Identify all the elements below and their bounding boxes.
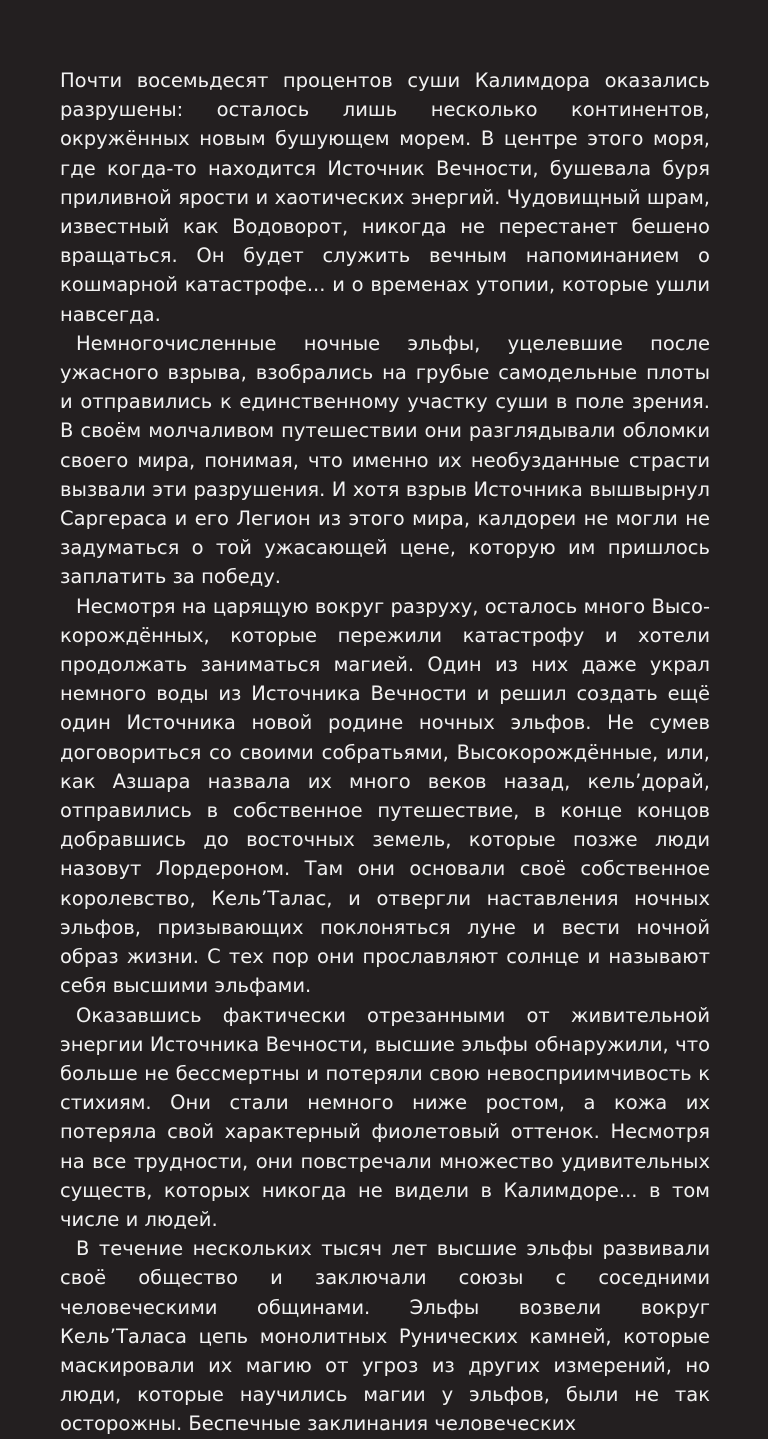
paragraph-2: Немногочисленные ночные эльфы, уцелевшие после ужасного взрыва, взобрались на грубые самодельные плоты и отправились к единственному участку суши в поле зрения. В своём молчаливом путешествии они разглядывали обломки своего мира, понимая, что именно их необузданные страсти вызвали эти разрушения. И хотя взрыв Источника вышвырнул Саргераса и его Легион из этого мира, калдореи не могли не задуматься о той ужасающей цене, которую им пришлось заплатить за победу. bbox=[60, 331, 710, 589]
paragraph-4: Оказавшись фактически отрезанными от живительной энергии Источника Вечности, высшие эльфы обнаружили, что больше не бессмертны и потеряли свою невосприимчивость к стихиям. Они стали немного ниже ростом, а кожа их потеряла свой характерный фиолетовый оттенок. Несмотря на все трудности, они повстречали множество удивительных существ, которых никогда не видели в Калимдоре... в том числе и людей. bbox=[60, 1003, 710, 1231]
paragraph-5: В течение нескольких тысяч лет высшие эльфы развивали своё общество и заключали союзы с соседними человеческими общинами. Эльфы возвели вокруг Кель’Таласа цепь монолитных Рунических камней, которые маскировали их магию от угроз из других измерений, но люди, которые научились магии у эльфов, были не так осторожны. Беспечные заклинания человеческих bbox=[60, 1237, 710, 1436]
paragraph-1: Почти восемьдесят процентов суши Калимдора оказались разрушены: осталось лишь несколько континентов, окружённых новым бушующем морем. В центре этого моря, где когда-то находится Источник Вечности, бушевала буря приливной ярости и хаотических энергий. Чудовищный шрам, известный как Водоворот, никогда не перестанет бешено вращаться. Он будет служить вечным напоминанием о кошмарной катастрофе... и о временах утопии, которые ушли навсегда. bbox=[60, 69, 710, 326]
book-page-text bbox=[60, 66, 710, 1439]
paragraph-3: Несмотря на царящую вокруг разруху, осталось много Высокорождённых, которые пережили катастрофу и хотели продолжать заниматься магией. Один из них даже украл немного воды из Источника Вечности и решил создать ещё один Источника новой родине ночных эльфов. Не сумев договориться со своими собратьями, Высокорождённые, или, как Азшара назвала их много веков назад, кель’дорай, отправились в собственное путешествие, в конце концов добравшись до восточных земель, которые позже люди назовут Лордероном. Там они основали своё собственное королевство, Кель’Талас, и отвергли наставления ночных эльфов, призывающих поклоняться луне и вести ночной образ жизни. С тех пор они прославляют солнце и называют себя высшими эльфами. bbox=[60, 594, 710, 998]
